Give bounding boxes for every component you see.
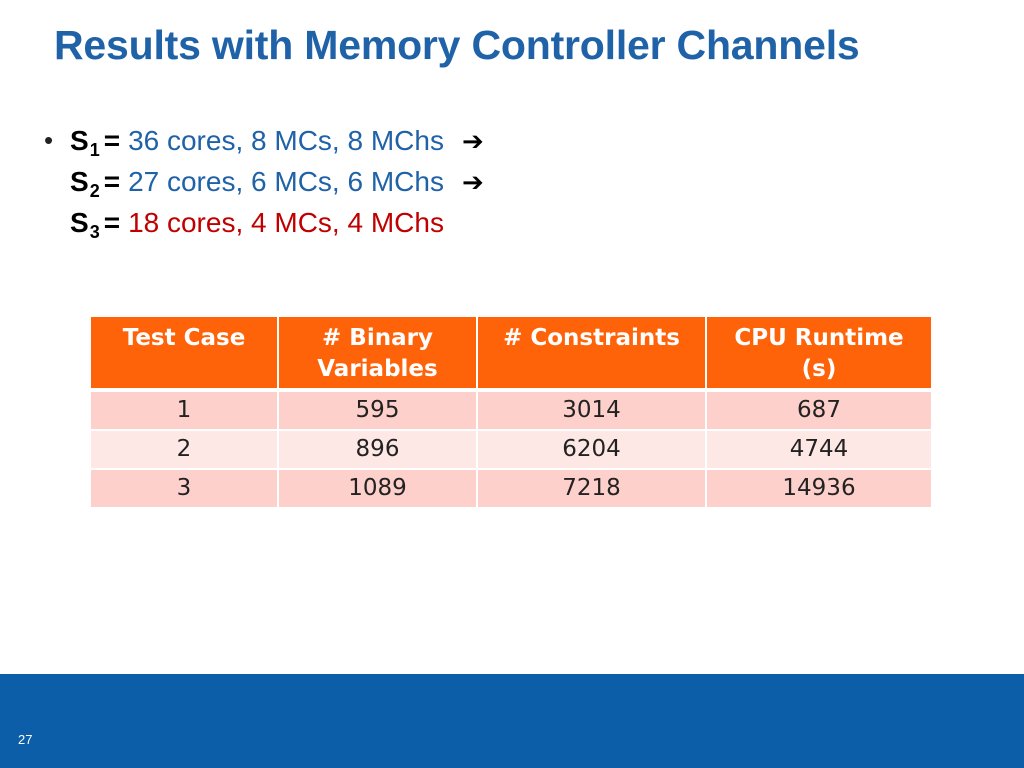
cell-cpu-runtime: 4744: [706, 430, 931, 469]
right-arrow-icon: ➔: [461, 167, 484, 197]
table-header-row: [91, 317, 931, 390]
bullet-item-s1: [44, 120, 484, 161]
header-constraints: # Constraints: [477, 317, 706, 390]
cell-test-case: 3: [91, 469, 278, 508]
cell-binary-variables: 1089: [278, 469, 477, 508]
header-binary-variables: # Binary Variables: [278, 317, 477, 390]
table-row: [91, 469, 931, 508]
scenario-label: $S_1$: [70, 125, 100, 160]
slide-title: Results with Memory Controller Channels: [54, 22, 860, 68]
cell-constraints: 7218: [477, 469, 706, 508]
cell-constraints: 3014: [477, 390, 706, 430]
table-row: [91, 430, 931, 469]
equals-sign: =: [103, 125, 121, 156]
cell-cpu-runtime: 14936: [706, 469, 931, 508]
scenario-label: $S_2$: [70, 166, 100, 201]
bullet-list: [44, 120, 484, 243]
equals-sign: =: [103, 207, 121, 238]
cell-binary-variables: 595: [278, 390, 477, 430]
cell-binary-variables: 896: [278, 430, 477, 469]
bullet-item-s2: [44, 161, 484, 202]
table-row: [91, 390, 931, 430]
bullet-dot-icon: •: [44, 125, 54, 155]
cell-cpu-runtime: 687: [706, 390, 931, 430]
results-table: [91, 317, 931, 509]
page-number: 27: [18, 732, 33, 747]
cell-constraints: 6204: [477, 430, 706, 469]
header-test-case: Test Case: [91, 317, 278, 390]
scenario-description: 36 cores, 8 MCs, 8 MChs: [128, 125, 444, 156]
bullet-item-s3: [44, 202, 484, 243]
footer-bar: [0, 674, 1024, 768]
cell-test-case: 1: [91, 390, 278, 430]
scenario-label: $S_3$: [70, 207, 100, 242]
right-arrow-icon: ➔: [461, 126, 484, 156]
cell-test-case: 2: [91, 430, 278, 469]
header-cpu-runtime: CPU Runtime (s): [706, 317, 931, 390]
equals-sign: =: [103, 166, 121, 197]
scenario-description: 27 cores, 6 MCs, 6 MChs: [128, 166, 444, 197]
scenario-description-highlight: 18 cores, 4 MCs, 4 MChs: [128, 207, 444, 238]
